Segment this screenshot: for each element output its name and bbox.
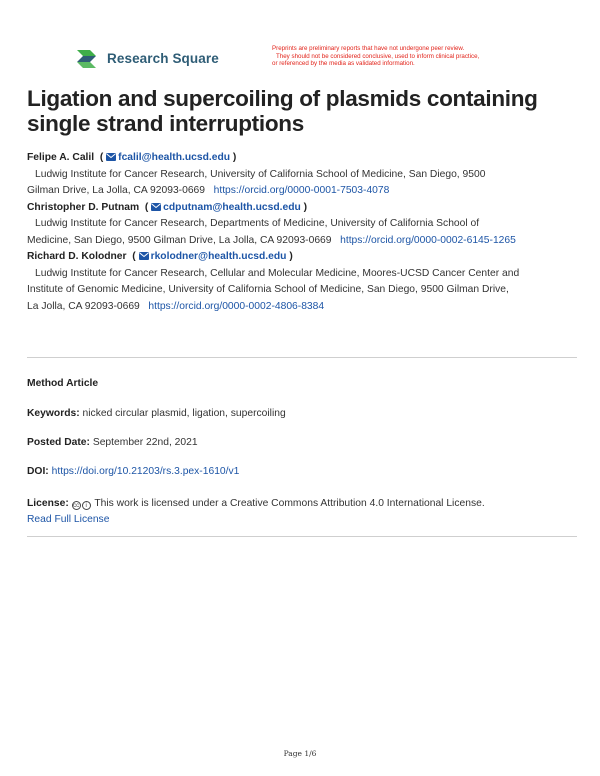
orcid-link[interactable]: https://orcid.org/0000-0002-4806-8384 bbox=[148, 300, 325, 312]
by-icon: i bbox=[82, 501, 91, 510]
keywords-label: Keywords: bbox=[27, 408, 80, 419]
license-label: License: bbox=[27, 498, 69, 509]
affiliation-line: Ludwig Institute for Cancer Research, Cellular and Molecular Medicine, Moores-UCSD Cancer Center and bbox=[35, 267, 520, 279]
doi-label: DOI: bbox=[27, 466, 49, 477]
author-email: rkolodner@health.ucsd.edu bbox=[150, 251, 287, 262]
doi-row bbox=[27, 466, 577, 477]
research-square-logo-icon bbox=[76, 48, 100, 68]
affiliation-line: Gilman Drive, La Jolla, CA 92093-0669 bbox=[27, 185, 206, 196]
keywords-row bbox=[27, 408, 577, 419]
author-email-link[interactable] bbox=[151, 202, 304, 213]
doi-link[interactable]: https://doi.org/10.21203/rs.3.pex-1610/v1 bbox=[51, 466, 240, 477]
affiliation-line: Institute of Genomic Medicine, University of California School of Medicine, San Diego, 9500 Gilman Drive, bbox=[27, 284, 509, 295]
divider-bottom bbox=[27, 536, 577, 537]
read-full-license-link[interactable]: Read Full License bbox=[27, 514, 110, 525]
article-type: Method Article bbox=[27, 378, 99, 389]
author-affiliation bbox=[27, 216, 577, 249]
affiliation-line: Medicine, San Diego, 9500 Gilman Drive, La Jolla, CA 92093-0669 bbox=[27, 234, 332, 246]
brand-name: Research Square bbox=[107, 50, 219, 66]
author-name: Christopher D. Putnam bbox=[27, 201, 140, 213]
affiliation-line: Ludwig Institute for Cancer Research, University of California School of Medicine, San Diego, 9500 bbox=[35, 168, 486, 180]
preprint-disclaimer bbox=[272, 45, 572, 68]
author-name: Richard D. Kolodner bbox=[27, 251, 127, 262]
license-row bbox=[27, 496, 577, 528]
license-text: This work is licensed under a Creative Commons Attribution 4.0 International License. bbox=[94, 498, 485, 509]
author-affiliation bbox=[27, 266, 577, 316]
disclaimer-line: They should not be considered conclusive, used to inform clinical practice, bbox=[276, 52, 480, 60]
keywords-value: nicked circular plasmid, ligation, supercoiling bbox=[82, 408, 286, 419]
cc-icon: cc bbox=[73, 503, 80, 509]
author-email-link[interactable] bbox=[139, 251, 290, 262]
envelope-icon bbox=[139, 252, 149, 260]
envelope-icon bbox=[151, 203, 161, 211]
author-affiliation bbox=[27, 167, 577, 200]
author-name: Felipe A. Calil bbox=[27, 152, 95, 163]
orcid-link[interactable]: https://orcid.org/0000-0001-7503-4078 bbox=[213, 185, 390, 196]
author-email: cdputnam@health.ucsd.edu bbox=[163, 201, 301, 213]
affiliation-line: Ludwig Institute for Cancer Research, Departments of Medicine, University of California School of bbox=[35, 218, 480, 229]
page-number: Page 1/6 bbox=[283, 749, 317, 758]
orcid-link[interactable]: https://orcid.org/0000-0002-6145-1265 bbox=[340, 234, 516, 246]
divider-top bbox=[27, 357, 577, 358]
posted-date-label: Posted Date: bbox=[27, 437, 90, 448]
author-entry: Christopher D. Putnam ( cdputnam@health.ucsd.edu ) bbox=[27, 201, 308, 213]
research-square-logo[interactable] bbox=[76, 48, 219, 68]
posted-date-row bbox=[27, 437, 577, 448]
posted-date-value: September 22nd, 2021 bbox=[92, 437, 198, 448]
author-entry: Richard D. Kolodner ( rkolodner@health.ucsd.edu ) bbox=[27, 251, 293, 262]
author-email: fcalil@health.ucsd.edu bbox=[118, 152, 231, 163]
author-block bbox=[27, 150, 577, 315]
affiliation-line: La Jolla, CA 92093-0669 bbox=[27, 300, 140, 312]
disclaimer-line: or referenced by the media as validated information. bbox=[272, 60, 415, 68]
envelope-icon bbox=[106, 153, 116, 161]
author-entry: Felipe A. Calil ( fcalil@health.ucsd.edu ) bbox=[27, 152, 237, 163]
author-email-link[interactable] bbox=[106, 152, 233, 163]
disclaimer-line: Preprints are preliminary reports that have not undergone peer review. bbox=[272, 45, 465, 52]
article-title: Ligation and supercoiling of plasmids containing single strand interruptions bbox=[27, 86, 538, 136]
